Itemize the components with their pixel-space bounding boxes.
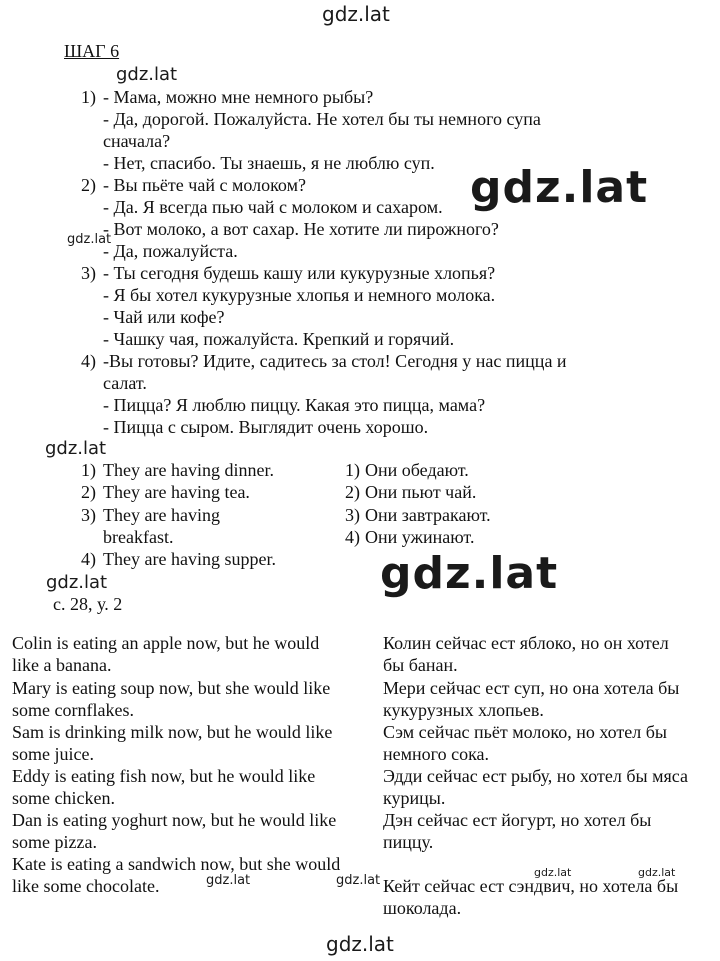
meal-number: 1) (345, 460, 360, 480)
watermark-small-1: gdz.lat (116, 64, 178, 85)
meal-number: 4) (345, 527, 360, 547)
watermark-bottom: gdz.lat (326, 932, 394, 956)
meal-en-text: breakfast. (103, 527, 174, 547)
sentence-ru-line: Колин сейчас ест яблоко, но он хотел (383, 633, 669, 653)
dialog-line: - Да, пожалуйста. (103, 241, 238, 261)
sentence-en-line: some chicken. (12, 788, 115, 808)
watermark-tiny-2: gdz.lat (206, 873, 251, 888)
sentence-en-line: some cornflakes. (12, 700, 134, 720)
sentence-en-line: some pizza. (12, 832, 97, 852)
dialog-line: - Да, дорогой. Пожалуйста. Не хотел бы ты немного супа (103, 109, 541, 129)
meal-en-text: They are having supper. (103, 549, 276, 569)
meal-number: 3) (81, 505, 96, 525)
dialog-line: сначала? (103, 131, 171, 151)
dialog-line: - Нет, спасибо. Ты знаешь, я не люблю суп. (103, 153, 435, 173)
sentence-en-line: Sam is drinking milk now, but he would like (12, 722, 333, 742)
sentence-en-line: Mary is eating soup now, but she would like (12, 678, 331, 698)
sentence-ru-line: Мери сейчас ест суп, но она хотела бы (383, 678, 680, 698)
sentence-ru-line: немного сока. (383, 744, 490, 764)
meal-en-text: They are having tea. (103, 482, 250, 502)
watermark-tiny-3: gdz.lat (336, 873, 381, 888)
sentence-en-line: like some chocolate. (12, 876, 160, 896)
meal-number: 1) (81, 460, 96, 480)
watermark-small-2: gdz.lat (45, 438, 107, 459)
sentence-ru-line: Сэм сейчас пьёт молоко, но хотел бы (383, 722, 668, 742)
sentence-ru-line: курицы. (383, 788, 446, 808)
dialog-line: - Да. Я всегда пью чай с молоком и сахаром. (103, 197, 443, 217)
watermark-large-1: gdz.lat (470, 162, 649, 213)
meal-en-text: They are having dinner. (103, 460, 274, 480)
sentence-en-line: Dan is eating yoghurt now, but he would like (12, 810, 337, 830)
dialog-line: - Я бы хотел кукурузные хлопья и немного молока. (103, 285, 496, 305)
watermark-large-2: gdz.lat (380, 548, 559, 599)
dialog-line: - Пицца? Я люблю пиццу. Какая это пицца, мама? (103, 395, 486, 415)
sentence-ru-line: кукурузных хлопьев. (383, 700, 544, 720)
dialog-line: - Чашку чая, пожалуйста. Крепкий и горячий. (103, 329, 455, 349)
sentence-en-line: Colin is eating an apple now, but he would (12, 633, 320, 653)
dialog-number: 4) (81, 351, 96, 371)
meal-number: 4) (81, 549, 96, 569)
sentence-en-line: some juice. (12, 744, 94, 764)
sentence-ru-line: пиццу. (383, 832, 434, 852)
dialog-number: 1) (81, 87, 96, 107)
meal-number: 2) (345, 482, 360, 502)
meal-ru-text: Они ужинают. (365, 527, 475, 547)
dialog-line: салат. (103, 373, 147, 393)
watermark-small-3: gdz.lat (46, 572, 108, 593)
sentence-ru-line: Эдди сейчас ест рыбу, но хотел бы мяса (383, 766, 688, 786)
dialog-line: - Ты сегодня будешь кашу или кукурузные хлопья? (103, 263, 496, 283)
meal-ru-text: Они пьют чай. (365, 482, 477, 502)
sentence-ru-line: Дэн сейчас ест йогурт, но хотел бы (383, 810, 652, 830)
watermark-tiny-5: gdz.lat (638, 866, 676, 879)
dialog-line: - Вы пьёте чай с молоком? (103, 175, 306, 195)
step-title: ШАГ 6 (64, 41, 120, 61)
dialog-line: - Вот молоко, а вот сахар. Не хотите ли пирожного? (103, 219, 499, 239)
dialog-line: -Вы готовы? Идите, садитесь за стол! Сегодня у нас пицца и (103, 351, 567, 371)
meal-ru-text: Они завтракают. (365, 505, 491, 525)
dialog-number: 2) (81, 175, 96, 195)
meal-number: 2) (81, 482, 96, 502)
dialog-line: - Чай или кофе? (103, 307, 225, 327)
watermark-top: gdz.lat (322, 2, 390, 26)
meal-ru-text: Они обедают. (365, 460, 469, 480)
sentence-en-line: Kate is eating a sandwich now, but she would (12, 854, 341, 874)
dialog-line: - Пицца с сыром. Выглядит очень хорошо. (103, 417, 429, 437)
sentence-ru-line: шоколада. (383, 898, 462, 918)
exercise-reference: с. 28, у. 2 (53, 594, 123, 614)
sentence-en-line: like a banana. (12, 655, 112, 675)
watermark-tiny-4: gdz.lat (534, 866, 572, 879)
sentence-ru-line: бы банан. (383, 655, 458, 675)
sentence-en-line: Eddy is eating fish now, but he would like (12, 766, 316, 786)
sentence-ru-line: Кейт сейчас ест сэндвич, но хотела бы (383, 876, 679, 896)
meal-en-text: They are having (103, 505, 220, 525)
dialog-number: 3) (81, 263, 96, 283)
meal-number: 3) (345, 505, 360, 525)
watermark-tiny-1: gdz.lat (67, 232, 112, 247)
dialog-line: - Мама, можно мне немного рыбы? (103, 87, 374, 107)
